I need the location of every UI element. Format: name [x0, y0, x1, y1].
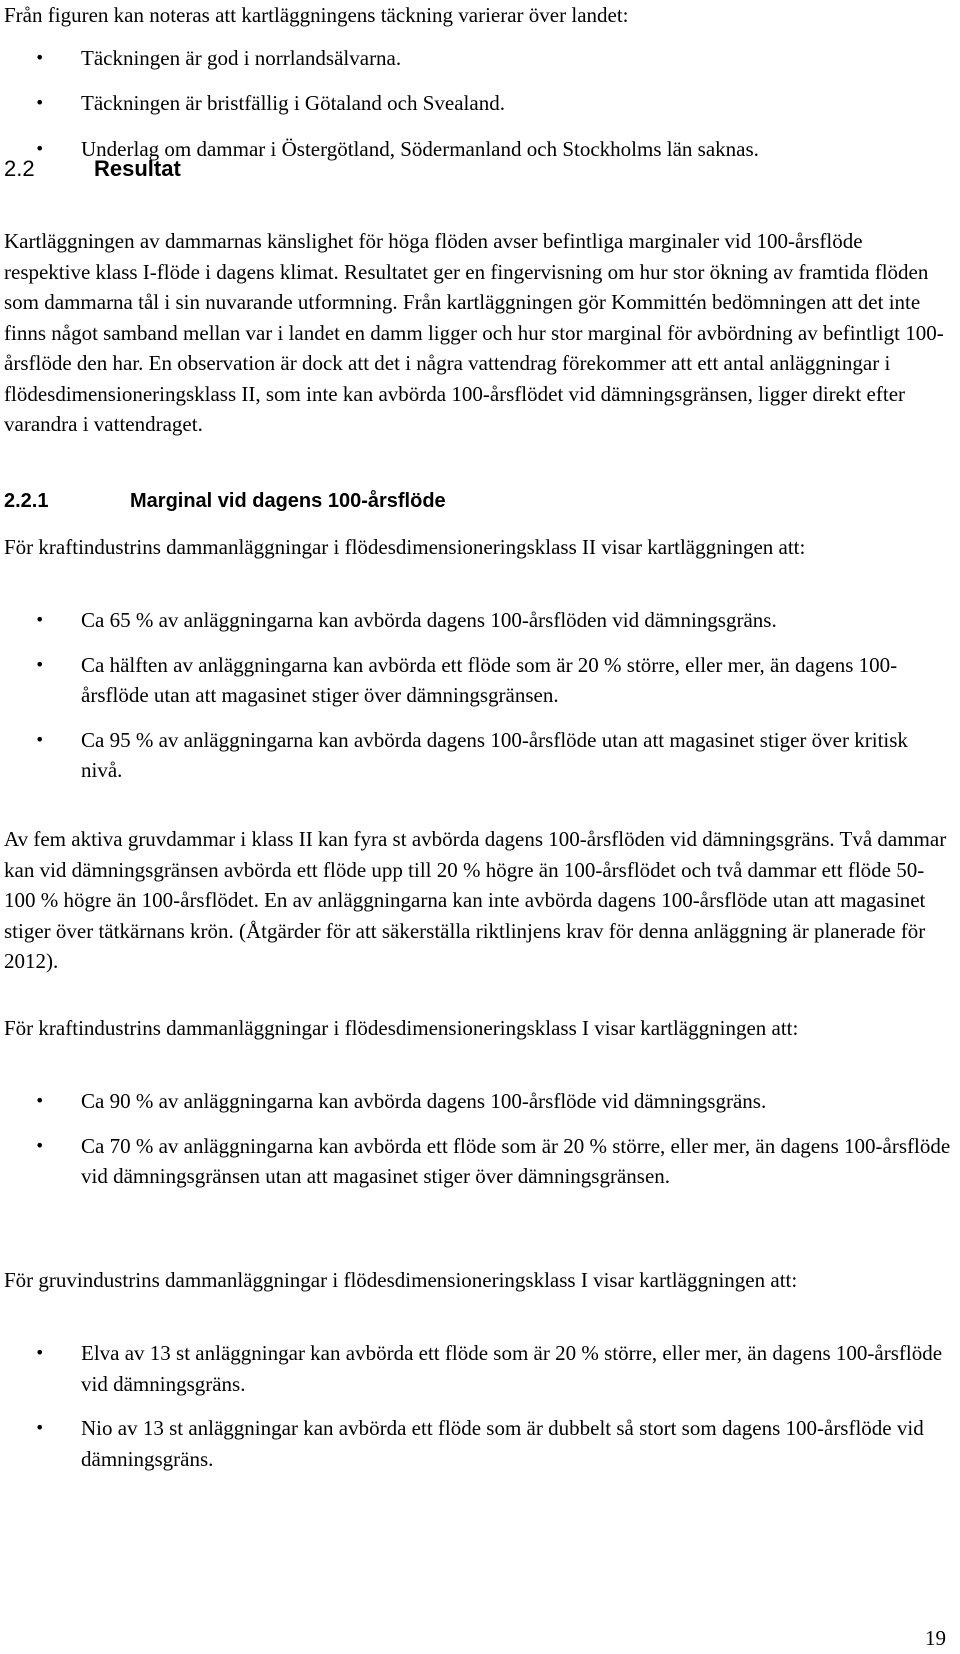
- intro-block: [4, 0, 954, 164]
- bullet-list-class-i-hydro: [4, 1086, 954, 1192]
- section-number: 2.2: [4, 156, 35, 181]
- paragraph-class-ii-hydro: För kraftindustrins dammanläggningar i flödesdimensioneringsklass II visar kartläggningen att:: [4, 535, 806, 559]
- list-item: • Elva av 13 st anläggningar kan avbörda ett flöde som är 20 % större, eller mer, än dagens 100-årsflöde vid dämningsgräns.: [4, 1338, 954, 1399]
- list-item: • Nio av 13 st anläggningar kan avbörda ett flöde som är dubbelt så stort som dagens 100-årsflöde vid dämningsgräns.: [4, 1413, 954, 1474]
- list-item: • Ca 95 % av anläggningarna kan avbörda dagens 100-årsflöde utan att magasinet stiger över kritisk nivå.: [4, 725, 954, 786]
- paragraph-mining-class-i: För gruvindustrins dammanläggningar i flödesdimensioneringsklass I visar kartläggningen att:: [4, 1268, 798, 1292]
- section-title: Resultat: [94, 156, 181, 181]
- subsection-title: Marginal vid dagens 100-årsflöde: [130, 490, 446, 512]
- section-paragraph: Kartläggningen av dammarnas känslighet för höga flöden avser befintliga marginaler vid 100-årsflöde respektive klass I-flöde i dagens klimat. Resultatet ger en fingervisning om hur stor ökning av framtida flöden som dammarna tål i sin nuvarande utformning. Från kartläggningen gör Kommittén bedömningen att det inte finns något samband mellan var i landet en damm ligger och hur stor marginal för avbördning av befintligt 100-årsflöde den har. En observation är dock att det i några vattendrag förekommer att ett antal anläggningar i flödesdimensioneringsklass II, som inte kan avbörda 100-årsflödet vid dämningsgränsen, ligger direkt efter varandra i vattendraget.: [4, 229, 944, 436]
- list-item: • Ca 65 % av anläggningarna kan avbörda dagens 100-årsflöden vid dämningsgräns.: [4, 605, 954, 636]
- intro-bullet-list: [4, 43, 954, 165]
- list-item: • Ca 70 % av anläggningarna kan avbörda ett flöde som är 20 % större, eller mer, än dagens 100-årsflöde vid dämningsgränsen utan att magasinet stiger över dämningsgränsen.: [4, 1131, 954, 1192]
- list-item: • Ca 90 % av anläggningarna kan avbörda dagens 100-årsflöde vid dämningsgräns.: [4, 1086, 954, 1117]
- bullet-list-mining-class-i: [4, 1338, 954, 1474]
- intro-paragraph: Från figuren kan noteras att kartläggningens täckning varierar över landet:: [4, 3, 629, 27]
- list-item: • Täckningen är bristfällig i Götaland och Svealand.: [4, 88, 954, 119]
- page-number: 19: [925, 1626, 946, 1650]
- paragraph-class-i-hydro: För kraftindustrins dammanläggningar i flödesdimensioneringsklass I visar kartläggningen att:: [4, 1016, 799, 1040]
- subsection-heading: [4, 486, 446, 517]
- subsection-number: 2.2.1: [4, 490, 49, 512]
- bullet-list-class-ii-hydro: [4, 605, 954, 786]
- list-item: • Underlag om dammar i Östergötland, Södermanland och Stockholms län saknas.: [4, 134, 954, 165]
- section-heading: [4, 154, 181, 185]
- list-item: • Täckningen är god i norrlandsälvarna.: [4, 43, 954, 74]
- list-item: • Ca hälften av anläggningarna kan avbörda ett flöde som är 20 % större, eller mer, än dagens 100-årsflöde utan att magasinet stiger över dämningsgränsen.: [4, 650, 954, 711]
- paragraph-mining-class-ii: Av fem aktiva gruvdammar i klass II kan fyra st avbörda dagens 100-årsflöden vid dämningsgräns. Två dammar kan vid dämningsgränsen avbörda ett flöde upp till 20 % högre än 100-årsflödet och två dammar ett flöde 50-100 % högre än 100-årsflödet. En av anläggningarna kan inte avbörda dagens 100-årsflöde utan att magasinet stiger över tätkärnans krön. (Åtgärder för att säkerställa riktlinjens krav för denna anläggning är planerade för 2012).: [4, 827, 947, 973]
